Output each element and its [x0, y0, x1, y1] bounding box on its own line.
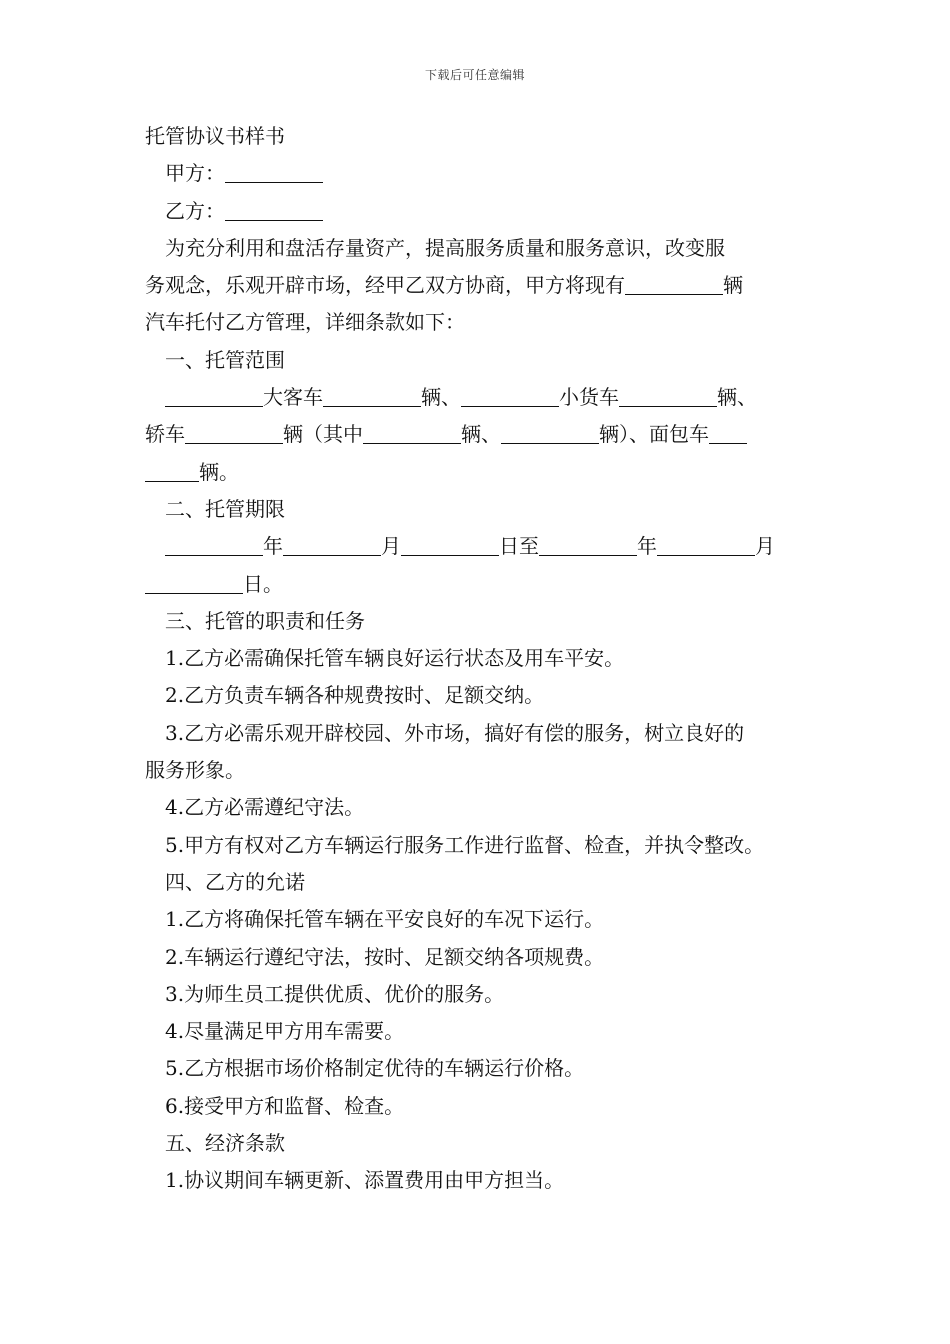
- section1-line-2: [145, 416, 825, 453]
- intro-line-3: 汽车托付乙方管理，详细条款如下：: [145, 310, 465, 335]
- blank: [185, 419, 283, 444]
- section5-item-1: 1.协议期间车辆更新、添置费用由甲方担当。: [165, 1168, 565, 1193]
- intro-text-b: 辆: [723, 273, 743, 298]
- month-label: 月: [755, 534, 775, 559]
- party-a-line: [145, 155, 825, 192]
- month-label: 月: [381, 534, 401, 559]
- text: 辆（其中: [283, 422, 363, 447]
- section4-item-5: 5.乙方根据市场价格制定优待的车辆运行价格。: [165, 1056, 585, 1081]
- intro-line-2: [145, 267, 825, 304]
- van-label: 辆）、面包车: [599, 422, 709, 447]
- blank: [619, 382, 717, 407]
- year-label: 年: [263, 534, 283, 559]
- blank: [657, 531, 755, 556]
- party-b-label: 乙方：: [165, 198, 225, 223]
- section4-item-2: 2.车辆运行遵纪守法，按时、足额交纳各项规费。: [165, 944, 605, 969]
- blank: [461, 382, 559, 407]
- intro-text-a: 务观念，乐观开辟市场，经甲乙双方协商，甲方将现有: [145, 273, 625, 298]
- section4-item-6: 6.接受甲方和监督、检查。: [165, 1093, 405, 1118]
- section2-line-2: [145, 566, 825, 603]
- bus-label: 大客车: [263, 385, 323, 410]
- text: 辆、: [421, 385, 461, 410]
- section5-heading: 五、经济条款: [165, 1131, 285, 1156]
- section1-heading: 一、托管范围: [165, 347, 285, 372]
- intro-line-1: 为充分利用和盘活存量资产，提高服务质量和服务意识，改变服: [165, 235, 725, 260]
- section3-item-5: 5.甲方有权对乙方车辆运行服务工作进行监督、检查，并执令整改。: [165, 832, 765, 857]
- text: 辆、: [717, 385, 757, 410]
- blank: [283, 531, 381, 556]
- day-to-label: 日至: [499, 534, 539, 559]
- section4-item-3: 3.为师生员工提供优质、优价的服务。: [165, 981, 505, 1006]
- blank: [501, 419, 599, 444]
- party-b-line: [145, 193, 825, 230]
- day-end-label: 日。: [243, 571, 283, 596]
- page-header-note: 下载后可任意编辑: [424, 68, 525, 82]
- section4-heading: 四、乙方的允诺: [165, 869, 305, 894]
- section3-item-3-cont: 服务形象。: [145, 758, 245, 783]
- section1-line-3: [145, 454, 825, 491]
- blank: [165, 382, 263, 407]
- document-title: 托管协议书样书: [145, 124, 285, 148]
- truck-label: 小货车: [559, 385, 619, 410]
- section4-item-1: 1.乙方将确保托管车辆在平安良好的车况下运行。: [165, 907, 605, 932]
- text: 辆、: [461, 422, 501, 447]
- section3-item-4: 4.乙方必需遵纪守法。: [165, 795, 365, 820]
- document-body: [145, 118, 825, 1200]
- blank: [145, 457, 199, 482]
- blank: [401, 531, 499, 556]
- party-a-blank: [225, 158, 323, 183]
- blank: [363, 419, 461, 444]
- section4-item-4: 4.尽量满足甲方用车需要。: [165, 1019, 405, 1044]
- text: 辆。: [199, 459, 239, 484]
- section2-heading: 二、托管期限: [165, 496, 285, 521]
- section3-item-3: 3.乙方必需乐观开辟校园、外市场，搞好有偿的服务，树立良好的: [165, 720, 745, 745]
- party-a-label: 甲方：: [165, 161, 225, 186]
- blank: [165, 531, 263, 556]
- section1-line-1: [145, 379, 825, 416]
- year-label: 年: [637, 534, 657, 559]
- blank: [539, 531, 637, 556]
- section3-item-1: 1.乙方必需确保托管车辆良好运行状态及用车平安。: [165, 646, 625, 671]
- car-label: 轿车: [145, 422, 185, 447]
- party-b-blank: [225, 196, 323, 221]
- section3-item-2: 2.乙方负责车辆各种规费按时、足额交纳。: [165, 683, 545, 708]
- blank: [709, 419, 747, 444]
- vehicle-count-blank: [625, 270, 723, 295]
- section3-heading: 三、托管的职责和任务: [165, 608, 365, 633]
- blank: [323, 382, 421, 407]
- blank: [145, 569, 243, 594]
- section2-line-1: [145, 528, 825, 565]
